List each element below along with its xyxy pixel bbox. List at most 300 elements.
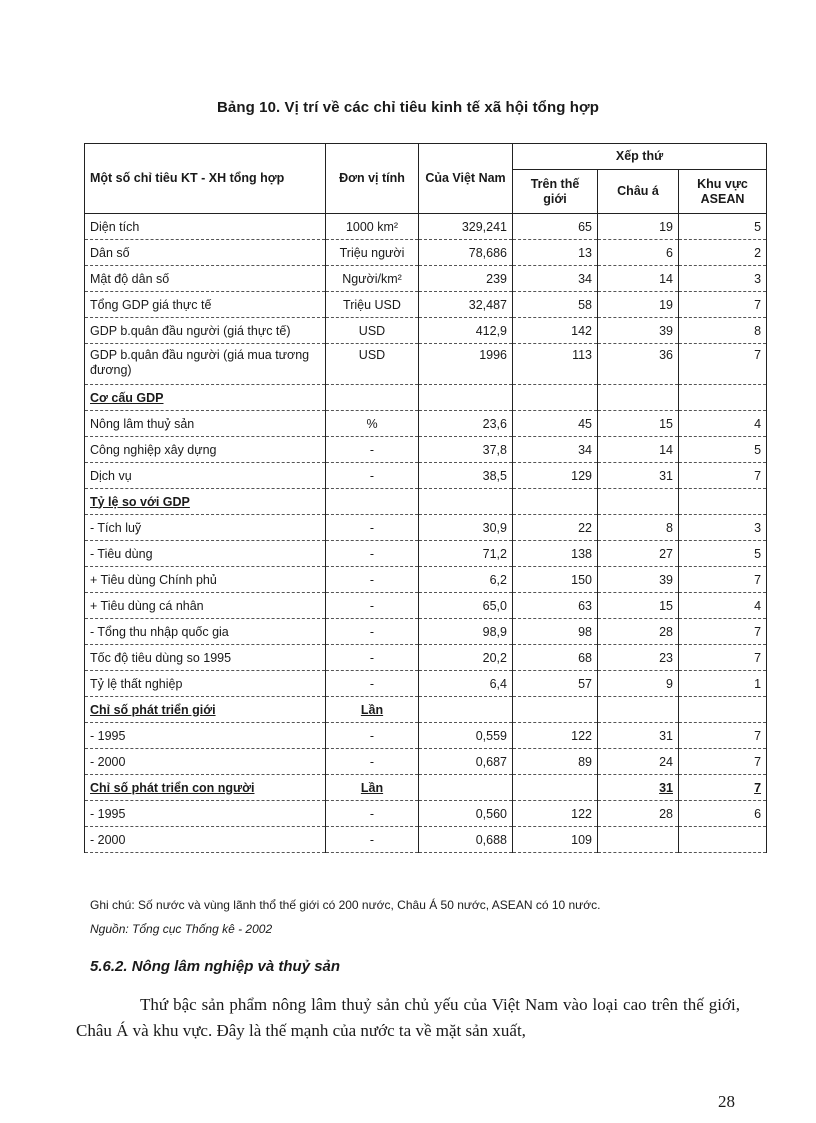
- cell-vietnam-text: 6,2: [489, 572, 507, 587]
- cell-asean-text: 7: [754, 572, 762, 587]
- cell-indicator: [85, 344, 326, 385]
- cell-asia-text: 19: [659, 297, 673, 312]
- cell-vietnam: [419, 723, 513, 749]
- cell-vietnam: [419, 489, 513, 515]
- cell-asean-text: 7: [754, 754, 762, 769]
- cell-asean: [679, 515, 767, 541]
- cell-asia: [598, 515, 679, 541]
- table-row: [85, 344, 767, 385]
- cell-asean-text: 4: [754, 598, 762, 613]
- header-vietnam: Của Việt Nam: [419, 144, 513, 214]
- cell-indicator-text: + Tiêu dùng cá nhân: [90, 598, 204, 613]
- cell-asean-text: 7: [754, 297, 762, 312]
- cell-unit: [326, 489, 419, 515]
- cell-vietnam-text: 78,686: [468, 245, 507, 260]
- cell-vietnam: [419, 645, 513, 671]
- table-row: [85, 619, 767, 645]
- cell-asia: [598, 593, 679, 619]
- cell-asean: [679, 292, 767, 318]
- cell-asia: [598, 697, 679, 723]
- cell-indicator-text: Tỷ lệ thất nghiệp: [90, 676, 183, 691]
- cell-unit-text: USD: [358, 323, 386, 338]
- cell-indicator-text: Tốc độ tiêu dùng so 1995: [90, 650, 232, 665]
- cell-unit-text: Người/km²: [342, 271, 402, 286]
- table-row: [85, 292, 767, 318]
- cell-world-text: 89: [578, 754, 592, 769]
- cell-asean-text: 7: [754, 728, 762, 743]
- table-row: [85, 214, 767, 240]
- cell-asia: [598, 645, 679, 671]
- cell-asia: [598, 318, 679, 344]
- cell-indicator-text: - Tích luỹ: [90, 520, 142, 535]
- table-row: [85, 489, 767, 515]
- cell-world: [513, 515, 598, 541]
- cell-indicator: [85, 697, 326, 723]
- cell-vietnam-text: 0,688: [475, 832, 507, 847]
- table-row: [85, 697, 767, 723]
- cell-indicator-text: - 2000: [90, 832, 126, 847]
- cell-asia: [598, 671, 679, 697]
- cell-asia: [598, 541, 679, 567]
- table-row: [85, 240, 767, 266]
- cell-unit-text: -: [369, 806, 375, 821]
- cell-indicator: [85, 567, 326, 593]
- cell-unit: [326, 697, 419, 723]
- cell-unit: [326, 567, 419, 593]
- cell-unit: [326, 541, 419, 567]
- cell-unit-text: -: [369, 754, 375, 769]
- header-world: Trên thế giới: [513, 170, 598, 214]
- cell-vietnam: [419, 437, 513, 463]
- cell-vietnam: [419, 697, 513, 723]
- cell-asean-text: 5: [754, 219, 762, 234]
- cell-indicator-text: Tỷ lệ so với GDP: [90, 494, 190, 509]
- cell-unit: [326, 801, 419, 827]
- table-row: [85, 723, 767, 749]
- cell-unit-text: -: [369, 442, 375, 457]
- cell-indicator: [85, 318, 326, 344]
- cell-vietnam: [419, 619, 513, 645]
- cell-asia: [598, 385, 679, 411]
- cell-asia-text: 9: [666, 676, 673, 691]
- table-row: [85, 827, 767, 853]
- cell-unit: [326, 292, 419, 318]
- cell-asean: [679, 671, 767, 697]
- cell-vietnam-text: 412,9: [475, 323, 507, 338]
- cell-world-text: 129: [571, 468, 592, 483]
- cell-indicator-text: Chỉ số phát triển con người: [90, 780, 255, 795]
- cell-unit-text: -: [369, 598, 375, 613]
- cell-indicator: [85, 240, 326, 266]
- cell-unit: [326, 775, 419, 801]
- cell-asean-text: 7: [754, 650, 762, 665]
- cell-asia: [598, 567, 679, 593]
- cell-vietnam-text: 37,8: [482, 442, 507, 457]
- cell-indicator: [85, 489, 326, 515]
- cell-indicator-text: Tổng GDP giá thực tế: [90, 297, 212, 312]
- cell-world-text: 57: [578, 676, 592, 691]
- cell-asean: [679, 645, 767, 671]
- cell-unit: [326, 214, 419, 240]
- cell-asia: [598, 292, 679, 318]
- cell-asean: [679, 318, 767, 344]
- cell-asean-text: 5: [754, 546, 762, 561]
- cell-world-text: 65: [578, 219, 592, 234]
- cell-world: [513, 723, 598, 749]
- cell-unit: [326, 318, 419, 344]
- cell-asean-text: 7: [754, 780, 762, 795]
- cell-unit: [326, 463, 419, 489]
- cell-world-text: 109: [571, 832, 592, 847]
- cell-vietnam-text: 239: [486, 271, 507, 286]
- cell-world-text: 13: [578, 245, 592, 260]
- table-row: [85, 541, 767, 567]
- cell-unit-text: Lần: [360, 702, 384, 717]
- cell-indicator: [85, 385, 326, 411]
- table-row: [85, 645, 767, 671]
- cell-vietnam: [419, 411, 513, 437]
- cell-world: [513, 489, 598, 515]
- cell-asia: [598, 723, 679, 749]
- cell-indicator-text: GDP b.quân đầu người (giá thực tế): [90, 323, 291, 338]
- cell-asean-text: 8: [754, 323, 762, 338]
- cell-asean: [679, 827, 767, 853]
- cell-vietnam-text: 98,9: [482, 624, 507, 639]
- cell-world: [513, 385, 598, 411]
- cell-unit: [326, 749, 419, 775]
- cell-asia-text: 31: [659, 780, 673, 795]
- cell-indicator: [85, 801, 326, 827]
- cell-unit: [326, 385, 419, 411]
- cell-asia-text: 39: [659, 323, 673, 338]
- cell-indicator-text: - 1995: [90, 806, 126, 821]
- cell-indicator: [85, 541, 326, 567]
- cell-indicator: [85, 593, 326, 619]
- cell-indicator: [85, 266, 326, 292]
- cell-world: [513, 645, 598, 671]
- cell-asia: [598, 619, 679, 645]
- cell-world: [513, 292, 598, 318]
- cell-vietnam-text: 38,5: [482, 468, 507, 483]
- cell-asean: [679, 344, 767, 385]
- cell-world: [513, 344, 598, 385]
- header-unit: Đơn vị tính: [326, 144, 419, 214]
- cell-asean-text: 7: [754, 468, 762, 483]
- cell-unit-text: -: [369, 546, 375, 561]
- cell-world: [513, 240, 598, 266]
- cell-vietnam: [419, 567, 513, 593]
- cell-asean: [679, 593, 767, 619]
- table-row: [85, 437, 767, 463]
- cell-vietnam-text: 71,2: [482, 546, 507, 561]
- cell-indicator-text: Công nghiệp xây dựng: [90, 442, 217, 457]
- cell-asean-text: 2: [754, 245, 762, 260]
- cell-asean: [679, 801, 767, 827]
- cell-asean: [679, 541, 767, 567]
- cell-world-text: 68: [578, 650, 592, 665]
- cell-asia-text: 31: [659, 728, 673, 743]
- cell-asia-text: 14: [659, 271, 673, 286]
- cell-unit-text: Triệu người: [339, 245, 405, 260]
- cell-indicator: [85, 292, 326, 318]
- cell-indicator: [85, 723, 326, 749]
- cell-unit-text: -: [369, 624, 375, 639]
- cell-asean: [679, 437, 767, 463]
- cell-unit-text: -: [369, 676, 375, 691]
- cell-asean: [679, 697, 767, 723]
- cell-asia-text: 15: [659, 416, 673, 431]
- cell-indicator-text: Dân số: [90, 245, 130, 260]
- table-source: Nguồn: Tổng cục Thống kê - 2002: [90, 922, 273, 936]
- cell-vietnam: [419, 593, 513, 619]
- cell-vietnam: [419, 385, 513, 411]
- table-note: Ghi chú: Số nước và vùng lãnh thổ thế giới có 200 nước, Châu Á 50 nước, ASEAN có 10 nước.: [90, 898, 601, 912]
- cell-vietnam: [419, 344, 513, 385]
- cell-world: [513, 318, 598, 344]
- cell-world: [513, 775, 598, 801]
- cell-asean: [679, 775, 767, 801]
- cell-vietnam: [419, 671, 513, 697]
- cell-world-text: 34: [578, 271, 592, 286]
- cell-asean-text: 3: [754, 520, 762, 535]
- cell-asia: [598, 801, 679, 827]
- cell-unit: [326, 723, 419, 749]
- cell-world-text: 98: [578, 624, 592, 639]
- cell-vietnam-text: 0,559: [475, 728, 507, 743]
- cell-world-text: 58: [578, 297, 592, 312]
- header-ranking: Xếp thứ: [513, 144, 767, 170]
- table-title: Bảng 10. Vị trí về các chỉ tiêu kinh tế xã hội tổng hợp: [216, 99, 600, 116]
- cell-asean-text: 5: [754, 442, 762, 457]
- cell-asean-text: 4: [754, 416, 762, 431]
- cell-world-text: 122: [571, 806, 592, 821]
- cell-asia: [598, 489, 679, 515]
- cell-world: [513, 801, 598, 827]
- cell-world: [513, 749, 598, 775]
- cell-asia-text: 8: [666, 520, 673, 535]
- cell-asia: [598, 827, 679, 853]
- cell-vietnam: [419, 214, 513, 240]
- cell-unit: [326, 827, 419, 853]
- cell-asia: [598, 240, 679, 266]
- page-number: 28: [718, 1092, 735, 1111]
- cell-asia: [598, 463, 679, 489]
- table-row: [85, 411, 767, 437]
- cell-unit: [326, 437, 419, 463]
- cell-world-text: 142: [571, 323, 592, 338]
- table-row: [85, 775, 767, 801]
- cell-asean: [679, 489, 767, 515]
- cell-unit-text: -: [369, 832, 375, 847]
- cell-vietnam-text: 65,0: [482, 598, 507, 613]
- cell-indicator-text: - 2000: [90, 754, 126, 769]
- cell-indicator: [85, 645, 326, 671]
- cell-indicator: [85, 619, 326, 645]
- cell-vietnam-text: 6,4: [489, 676, 507, 691]
- cell-asean-text: 1: [754, 676, 762, 691]
- cell-vietnam: [419, 515, 513, 541]
- cell-unit: [326, 593, 419, 619]
- cell-vietnam: [419, 801, 513, 827]
- cell-world: [513, 463, 598, 489]
- cell-asean: [679, 619, 767, 645]
- cell-unit-text: Lần: [360, 780, 384, 795]
- cell-indicator-text: - Tổng thu nhập quốc gia: [90, 624, 229, 639]
- cell-vietnam-text: 23,6: [482, 416, 507, 431]
- cell-unit: [326, 515, 419, 541]
- cell-unit-text: Triệu USD: [343, 297, 401, 312]
- cell-asia-text: 6: [666, 245, 673, 260]
- cell-asia: [598, 749, 679, 775]
- cell-indicator: [85, 775, 326, 801]
- cell-vietnam: [419, 775, 513, 801]
- table-row: [85, 515, 767, 541]
- table-body: [85, 214, 767, 853]
- cell-indicator: [85, 671, 326, 697]
- cell-unit: [326, 645, 419, 671]
- cell-unit: [326, 266, 419, 292]
- cell-indicator: [85, 515, 326, 541]
- cell-asia-text: 15: [659, 598, 673, 613]
- cell-indicator-text: Diện tích: [90, 219, 140, 234]
- cell-indicator: [85, 749, 326, 775]
- header-indicator: Một số chỉ tiêu KT - XH tổng hợp: [85, 144, 326, 214]
- cell-vietnam-text: 0,560: [475, 806, 507, 821]
- cell-world: [513, 266, 598, 292]
- cell-unit: [326, 411, 419, 437]
- cell-asia-text: 23: [659, 650, 673, 665]
- cell-asean: [679, 266, 767, 292]
- body-paragraph: Thứ bậc sản phẩm nông lâm thuỷ sản chủ yếu của Việt Nam vào loại cao trên thế giới, Châu Á và khu vực. Đây là thế mạnh của nước ta về mặt sản xuất,: [76, 995, 740, 1040]
- header-asia: Châu á: [598, 170, 679, 214]
- cell-asean-text: 7: [754, 624, 762, 639]
- cell-vietnam: [419, 292, 513, 318]
- cell-world-text: 22: [578, 520, 592, 535]
- cell-indicator-text: - Tiêu dùng: [90, 546, 153, 561]
- cell-vietnam: [419, 541, 513, 567]
- cell-unit-text: -: [369, 520, 375, 535]
- cell-asia: [598, 411, 679, 437]
- cell-asia: [598, 214, 679, 240]
- cell-indicator-text: Chỉ số phát triển giới: [90, 702, 216, 717]
- table-row: [85, 567, 767, 593]
- cell-vietnam: [419, 240, 513, 266]
- cell-asia-text: 36: [659, 348, 673, 362]
- cell-world: [513, 541, 598, 567]
- cell-indicator: [85, 827, 326, 853]
- table-row: [85, 749, 767, 775]
- cell-unit-text: -: [369, 468, 375, 483]
- cell-indicator-text: Nông lâm thuỷ sản: [90, 416, 195, 431]
- table-row: [85, 318, 767, 344]
- cell-world: [513, 827, 598, 853]
- cell-indicator-text: Mật độ dân số: [90, 271, 170, 286]
- cell-indicator-text: Dịch vụ: [90, 468, 132, 483]
- cell-world-text: 63: [578, 598, 592, 613]
- table-row: [85, 593, 767, 619]
- cell-asean: [679, 567, 767, 593]
- cell-asia-text: 28: [659, 806, 673, 821]
- cell-world-text: 122: [571, 728, 592, 743]
- cell-asia: [598, 266, 679, 292]
- cell-asia: [598, 437, 679, 463]
- cell-asean: [679, 749, 767, 775]
- cell-world: [513, 593, 598, 619]
- cell-unit-text: %: [366, 416, 378, 431]
- cell-unit-text: USD: [358, 348, 386, 362]
- cell-vietnam: [419, 463, 513, 489]
- cell-asia-text: 39: [659, 572, 673, 587]
- cell-vietnam: [419, 827, 513, 853]
- cell-asia-text: 31: [659, 468, 673, 483]
- cell-asia-text: 19: [659, 219, 673, 234]
- cell-indicator-text: - 1995: [90, 728, 126, 743]
- table-row: [85, 385, 767, 411]
- cell-indicator-text: + Tiêu dùng Chính phủ: [90, 572, 217, 587]
- cell-asia-text: 28: [659, 624, 673, 639]
- cell-asia-text: 24: [659, 754, 673, 769]
- cell-asia-text: 14: [659, 442, 673, 457]
- cell-asean: [679, 214, 767, 240]
- cell-asean-text: 7: [754, 348, 762, 362]
- cell-vietnam-text: 0,687: [475, 754, 507, 769]
- cell-world: [513, 411, 598, 437]
- cell-unit-text: -: [369, 728, 375, 743]
- table-row: [85, 266, 767, 292]
- cell-vietnam-text: 1996: [479, 348, 507, 362]
- header-asean: Khu vực ASEAN: [679, 170, 767, 214]
- cell-world: [513, 697, 598, 723]
- cell-world: [513, 567, 598, 593]
- cell-vietnam-text: 32,487: [468, 297, 507, 312]
- cell-world: [513, 214, 598, 240]
- cell-world: [513, 671, 598, 697]
- table-row: [85, 801, 767, 827]
- cell-indicator-text: GDP b.quân đầu người (giá mua tương đương): [90, 348, 310, 377]
- cell-asean-text: 3: [754, 271, 762, 286]
- cell-world-text: 150: [571, 572, 592, 587]
- cell-asean: [679, 240, 767, 266]
- cell-asean: [679, 463, 767, 489]
- cell-world-text: 113: [572, 348, 592, 362]
- cell-vietnam-text: 329,241: [461, 219, 507, 234]
- cell-unit: [326, 619, 419, 645]
- cell-asean-text: 6: [754, 806, 762, 821]
- cell-world-text: 45: [578, 416, 592, 431]
- cell-indicator: [85, 214, 326, 240]
- cell-unit: [326, 671, 419, 697]
- cell-asean: [679, 385, 767, 411]
- cell-indicator: [85, 437, 326, 463]
- cell-unit-text: 1000 km²: [345, 219, 399, 234]
- cell-vietnam: [419, 266, 513, 292]
- cell-unit: [326, 344, 419, 385]
- cell-indicator: [85, 411, 326, 437]
- cell-asia: [598, 344, 679, 385]
- cell-world: [513, 619, 598, 645]
- cell-vietnam: [419, 318, 513, 344]
- cell-vietnam-text: 20,2: [482, 650, 507, 665]
- cell-vietnam: [419, 749, 513, 775]
- table-row: [85, 671, 767, 697]
- cell-unit-text: -: [369, 572, 375, 587]
- cell-world-text: 34: [578, 442, 592, 457]
- cell-asia-text: 27: [659, 546, 673, 561]
- cell-unit: [326, 240, 419, 266]
- cell-vietnam-text: 30,9: [482, 520, 507, 535]
- cell-asean: [679, 723, 767, 749]
- cell-unit-text: -: [369, 650, 375, 665]
